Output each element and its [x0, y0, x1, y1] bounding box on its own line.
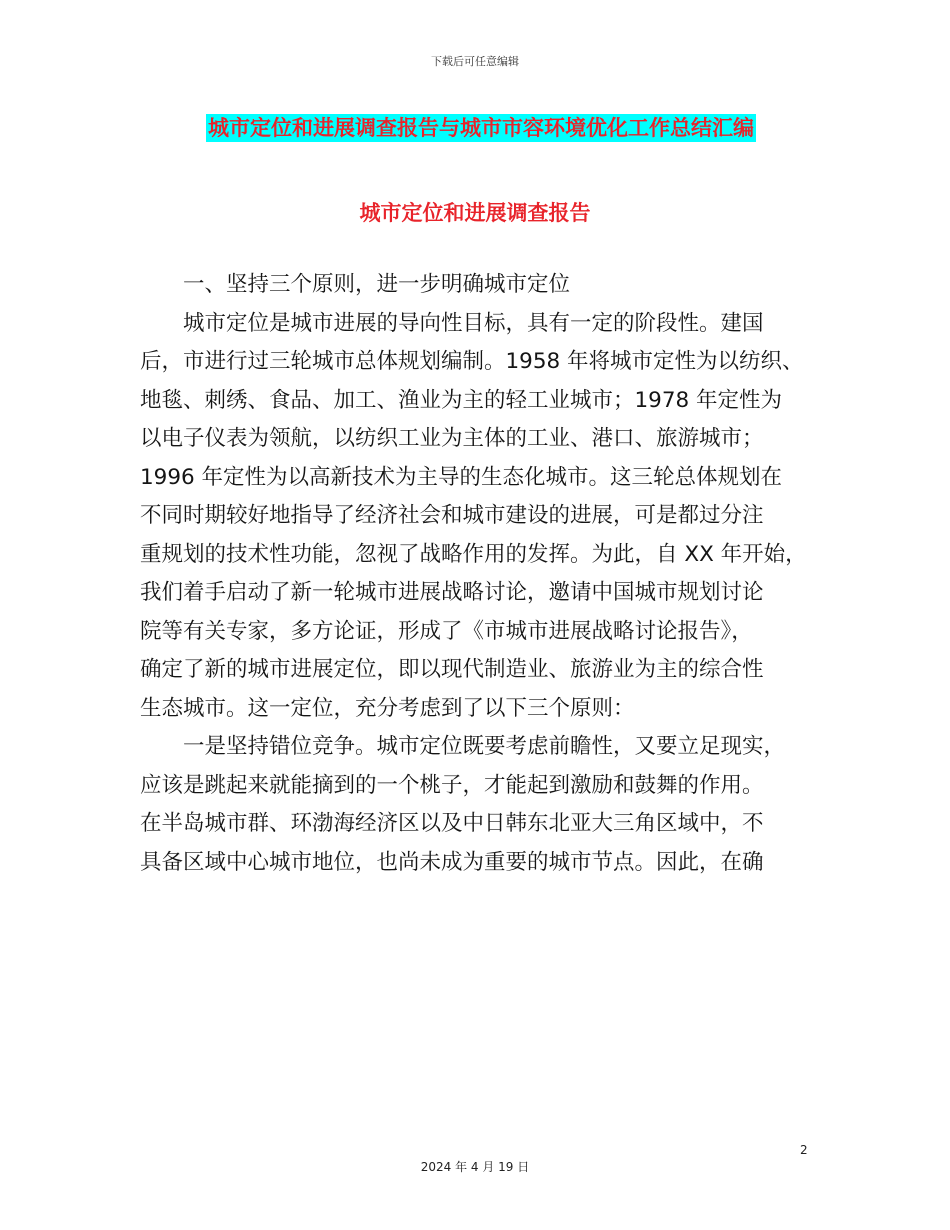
body-line: 一、坚持三个原则，进一步明确城市定位 — [140, 272, 571, 297]
body-line: 生态城市。这一定位，充分考虑到了以下三个原则： — [140, 695, 635, 721]
body-line: 地毯、刺绣、食品、加工、渔业为主的轻工业城市；1978 年定性为 — [140, 387, 783, 413]
document-main-title: 城市定位和进展调查报告与城市市容环境优化工作总结汇编 — [208, 116, 754, 140]
body-line: 具备区域中心城市地位，也尚未成为重要的城市节点。因此，在确 — [140, 849, 764, 875]
body-line: 不同时期较好地指导了经济社会和城市建设的进展，可是都过分注 — [140, 503, 764, 528]
body-line: 1996 年定性为以高新技术为主导的生态化城市。这三轮总体规划在 — [140, 464, 783, 490]
body-line: 以电子仪表为领航，以纺织工业为主体的工业、港口、旅游城市； — [140, 426, 764, 451]
document-sub-title: 城市定位和进展调查报告 — [359, 201, 591, 225]
header-note: 下载后可任意编辑 — [431, 55, 519, 68]
body-line: 确定了新的城市进展定位，即以现代制造业、旅游业为主的综合性 — [140, 657, 764, 682]
body-line: 院等有关专家，多方论证，形成了《市城市进展战略讨论报告》， — [140, 618, 753, 644]
body-line: 重规划的技术性功能，忽视了战略作用的发挥。为此，自 XX 年开始， — [140, 541, 807, 567]
body-line: 我们着手启动了新一轮城市进展战略讨论，邀请中国城市规划讨论 — [140, 580, 764, 605]
footer-date: 2024 年 4 月 19 日 — [420, 1160, 530, 1174]
document-body — [140, 266, 820, 882]
body-line: 后，市进行过三轮城市总体规划编制。1958 年将城市定性为以纺织、 — [140, 349, 804, 374]
body-line: 一是坚持错位竞争。城市定位既要考虑前瞻性，又要立足现实， — [140, 734, 786, 759]
page-number: 2 — [800, 1143, 808, 1157]
body-line: 在半岛城市群、环渤海经济区以及中日韩东北亚大三角区域中，不 — [140, 811, 764, 836]
body-line: 应该是跳起来就能摘到的一个桃子，才能起到激励和鼓舞的作用。 — [140, 772, 764, 798]
body-line: 城市定位是城市进展的导向性目标，具有一定的阶段性。建国 — [140, 310, 764, 336]
